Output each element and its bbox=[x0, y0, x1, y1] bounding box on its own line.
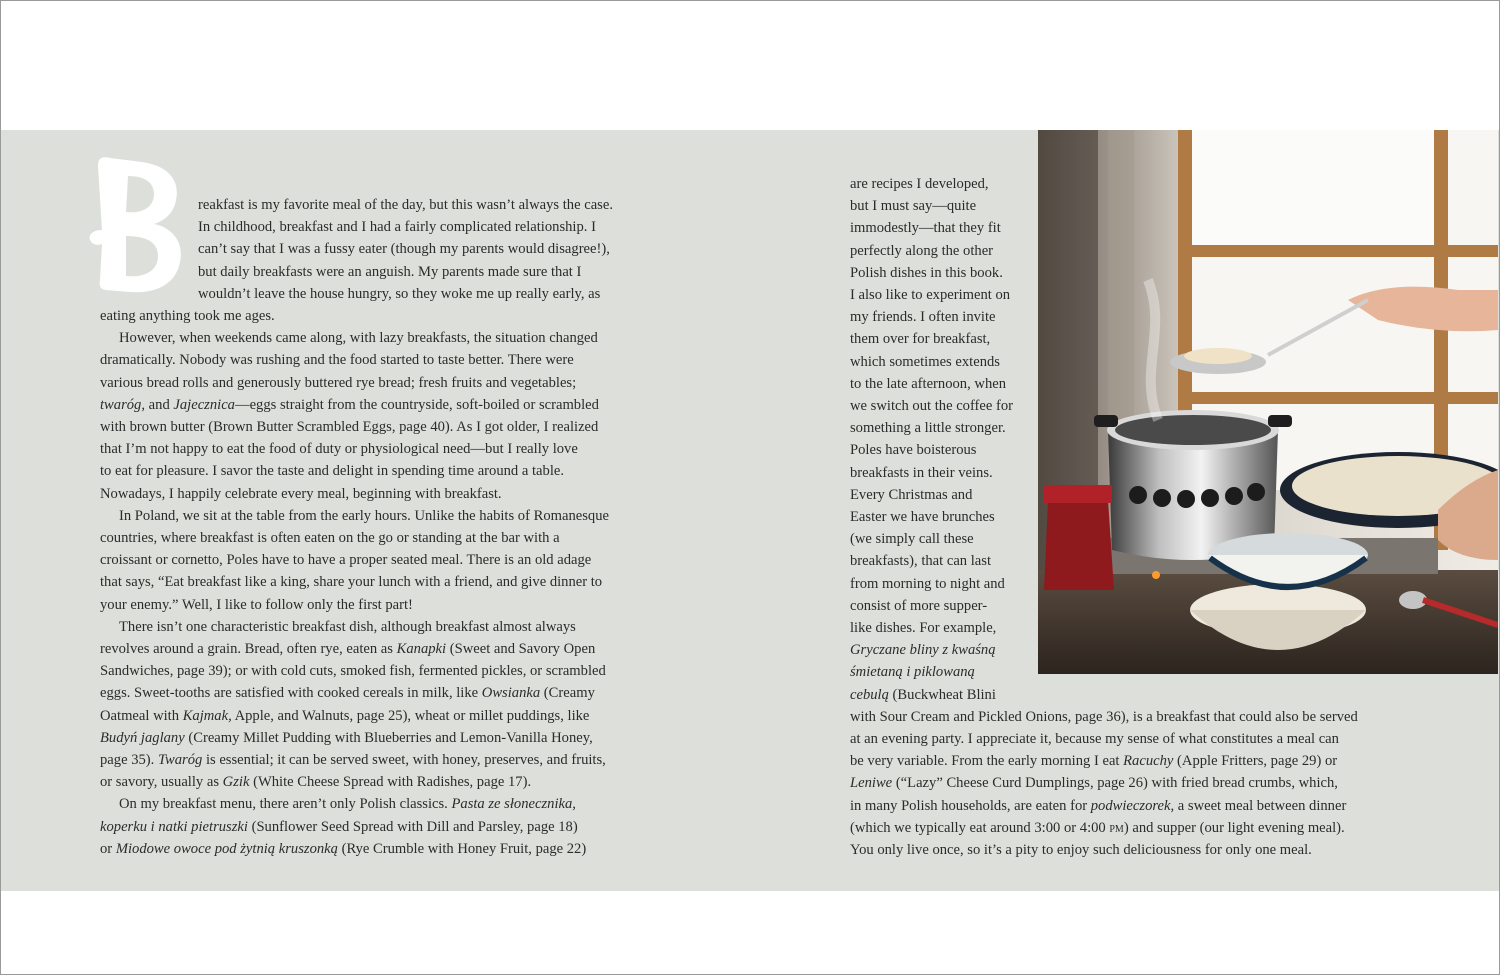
italic-term: Kajmak, bbox=[182, 707, 232, 724]
text-line: breakfasts in their veins. bbox=[850, 464, 993, 481]
text-line: However, when weekends came along, with lazy breakfasts, the situation changed bbox=[119, 330, 598, 347]
text-line: at an evening party. I appreciate it, because my sense of what constitutes a meal can bbox=[850, 731, 1339, 748]
text-line: my friends. I often invite bbox=[850, 309, 996, 326]
text-line: that I’m not happy to eat the food of duty or physiological need—but I really love bbox=[100, 441, 578, 458]
text-line: like dishes. For example, bbox=[850, 620, 997, 637]
italic-term: koperku i natki pietruszki bbox=[100, 818, 248, 835]
text-line: are recipes I developed, bbox=[850, 176, 989, 192]
italic-term: Gzik bbox=[222, 774, 250, 791]
text-line: which sometimes extends bbox=[850, 353, 1000, 370]
text-line: eating anything took me ages. bbox=[100, 308, 275, 325]
text-line: In Poland, we sit at the table from the early hours. Unlike the habits of Romanesque bbox=[119, 507, 609, 524]
kitchen-stove-photo bbox=[1038, 130, 1498, 674]
text-line: be very variable. From the early morning I eat Racuchy (Apple Fritters, page 29) or bbox=[850, 753, 1338, 770]
text-line: cebulą (Buckwheat Blini bbox=[850, 686, 996, 703]
text-line: with brown butter (Brown Butter Scrambled Eggs, page 40). As I got older, I realized bbox=[100, 419, 599, 436]
text-line: Polish dishes in this book. bbox=[850, 264, 1003, 281]
text-line: I also like to experiment on bbox=[850, 287, 1011, 304]
small-caps-term: pm bbox=[1109, 819, 1124, 836]
text-line: (which we typically eat around 3:00 or 4:00 pm) and supper (our light evening meal). bbox=[850, 819, 1345, 836]
text-line: Every Christmas and bbox=[850, 486, 973, 503]
text-line: in many Polish households, are eaten for podwieczorek, a sweet meal between dinner bbox=[850, 797, 1347, 814]
text-line: from morning to night and bbox=[850, 575, 1005, 592]
text-line: Leniwe (“Lazy” Cheese Curd Dumplings, page 26) with fried bread crumbs, which, bbox=[850, 775, 1338, 792]
text-line: You only live once, so it’s a pity to enjoy such deliciousness for only one meal. bbox=[850, 842, 1312, 859]
text-line: revolves around a grain. Bread, often rye, eaten as Kanapki (Sweet and Savory Open bbox=[100, 641, 596, 658]
text-line: twaróg, and Jajecznica—eggs straight from the countryside, soft-boiled or scrambled bbox=[100, 396, 599, 413]
text-line: wouldn’t leave the house hungry, so they woke me up really early, as bbox=[198, 285, 601, 302]
text-line: Budyń jaglany (Creamy Millet Pudding with Blueberries and Lemon-Vanilla Honey, bbox=[100, 729, 593, 746]
italic-term: podwieczorek, bbox=[1090, 797, 1175, 814]
text-line: with Sour Cream and Pickled Onions, page 36), is a breakfast that could also be served bbox=[850, 708, 1358, 725]
text-line: or savory, usually as Gzik (White Cheese Spread with Radishes, page 17). bbox=[100, 774, 532, 791]
text-line: but daily breakfasts were an anguish. My parents made sure that I bbox=[198, 263, 582, 280]
text-line: something a little stronger. bbox=[850, 420, 1006, 437]
text-line: On my breakfast menu, there aren’t only Polish classics. Pasta ze słonecznika, bbox=[119, 796, 576, 813]
text-line: Poles have boisterous bbox=[850, 442, 977, 459]
text-line: to eat for pleasure. I savor the taste and delight in spending time around a table. bbox=[100, 463, 565, 480]
italic-term: Gryczane bliny z kwaśną bbox=[850, 642, 996, 659]
italic-term: Budyń jaglany bbox=[100, 729, 185, 746]
text-line: reakfast is my favorite meal of the day, but this wasn’t always the case. bbox=[198, 197, 613, 213]
text-line: that says, “Eat breakfast like a king, share your lunch with a friend, and give dinner to bbox=[100, 574, 603, 591]
text-line: them over for breakfast, bbox=[850, 331, 991, 348]
kitchen-scene-illustration bbox=[1038, 130, 1498, 674]
italic-term: Racuchy bbox=[1123, 753, 1174, 770]
text-line: or Miodowe owoce pod żytnią kruszonką (Rye Crumble with Honey Fruit, page 22) bbox=[100, 840, 587, 857]
italic-term: Pasta ze słonecznika, bbox=[451, 796, 576, 813]
italic-term: Kanapki bbox=[396, 641, 447, 658]
text-line: breakfasts), that can last bbox=[850, 553, 992, 570]
text-line: we switch out the coffee for bbox=[850, 398, 1014, 415]
text-line: koperku i natki pietruszki (Sunflower Seed Spread with Dill and Parsley, page 18) bbox=[100, 818, 578, 835]
text-line: but I must say—quite bbox=[850, 198, 977, 215]
italic-term: śmietaną i piklowaną bbox=[850, 664, 975, 681]
italic-term: twaróg, bbox=[100, 396, 146, 413]
text-line: Oatmeal with Kajmak, Apple, and Walnuts, page 25), wheat or millet puddings, like bbox=[100, 707, 590, 724]
text-line: (we simply call these bbox=[850, 531, 974, 548]
text-line: various bread rolls and generously buttered rye bread; fresh fruits and vegetables; bbox=[100, 374, 577, 391]
text-line: Sandwiches, page 39); or with cold cuts, smoked fish, fermented pickles, or scrambled bbox=[100, 663, 606, 680]
text-line: Easter we have brunches bbox=[850, 509, 995, 526]
italic-term: cebulą bbox=[850, 686, 889, 703]
text-line: dramatically. Nobody was rushing and the food started to taste better. There were bbox=[100, 352, 574, 369]
text-line: page 35). Twaróg is essential; it can be served sweet, with honey, preserves, and fruits, bbox=[100, 752, 606, 769]
text-line: your enemy.” Well, I like to follow only the first part! bbox=[100, 596, 413, 613]
italic-term: Leniwe bbox=[850, 775, 893, 792]
italic-term: Jajecznica bbox=[173, 396, 235, 413]
text-line: consist of more supper- bbox=[850, 597, 988, 614]
italic-term: Owsianka bbox=[481, 685, 541, 702]
text-line: countries, where breakfast is often eaten on the go or standing at the bar with a bbox=[100, 530, 560, 547]
italic-term: Miodowe owoce pod żytnią kruszonką bbox=[115, 840, 338, 857]
italic-term: Twaróg bbox=[157, 752, 203, 769]
text-line: perfectly along the other bbox=[850, 242, 994, 259]
text-line: croissant or cornetto, Poles have to have a proper seated meal. There is an old adage bbox=[100, 552, 592, 569]
left-column-text bbox=[100, 194, 613, 860]
text-line: to the late afternoon, when bbox=[850, 375, 1007, 392]
text-line: In childhood, breakfast and I had a fairly complicated relationship. I bbox=[198, 219, 596, 236]
text-line: Nowadays, I happily celebrate every meal, beginning with breakfast. bbox=[100, 485, 502, 502]
text-line: can’t say that I was a fussy eater (though my parents would disagree!), bbox=[198, 241, 610, 258]
text-line: There isn’t one characteristic breakfast dish, although breakfast almost always bbox=[119, 618, 576, 635]
text-line: eggs. Sweet-tooths are satisfied with cooked cereals in milk, like Owsianka (Creamy bbox=[100, 685, 595, 702]
text-line: immodestly—that they fit bbox=[850, 220, 1001, 237]
